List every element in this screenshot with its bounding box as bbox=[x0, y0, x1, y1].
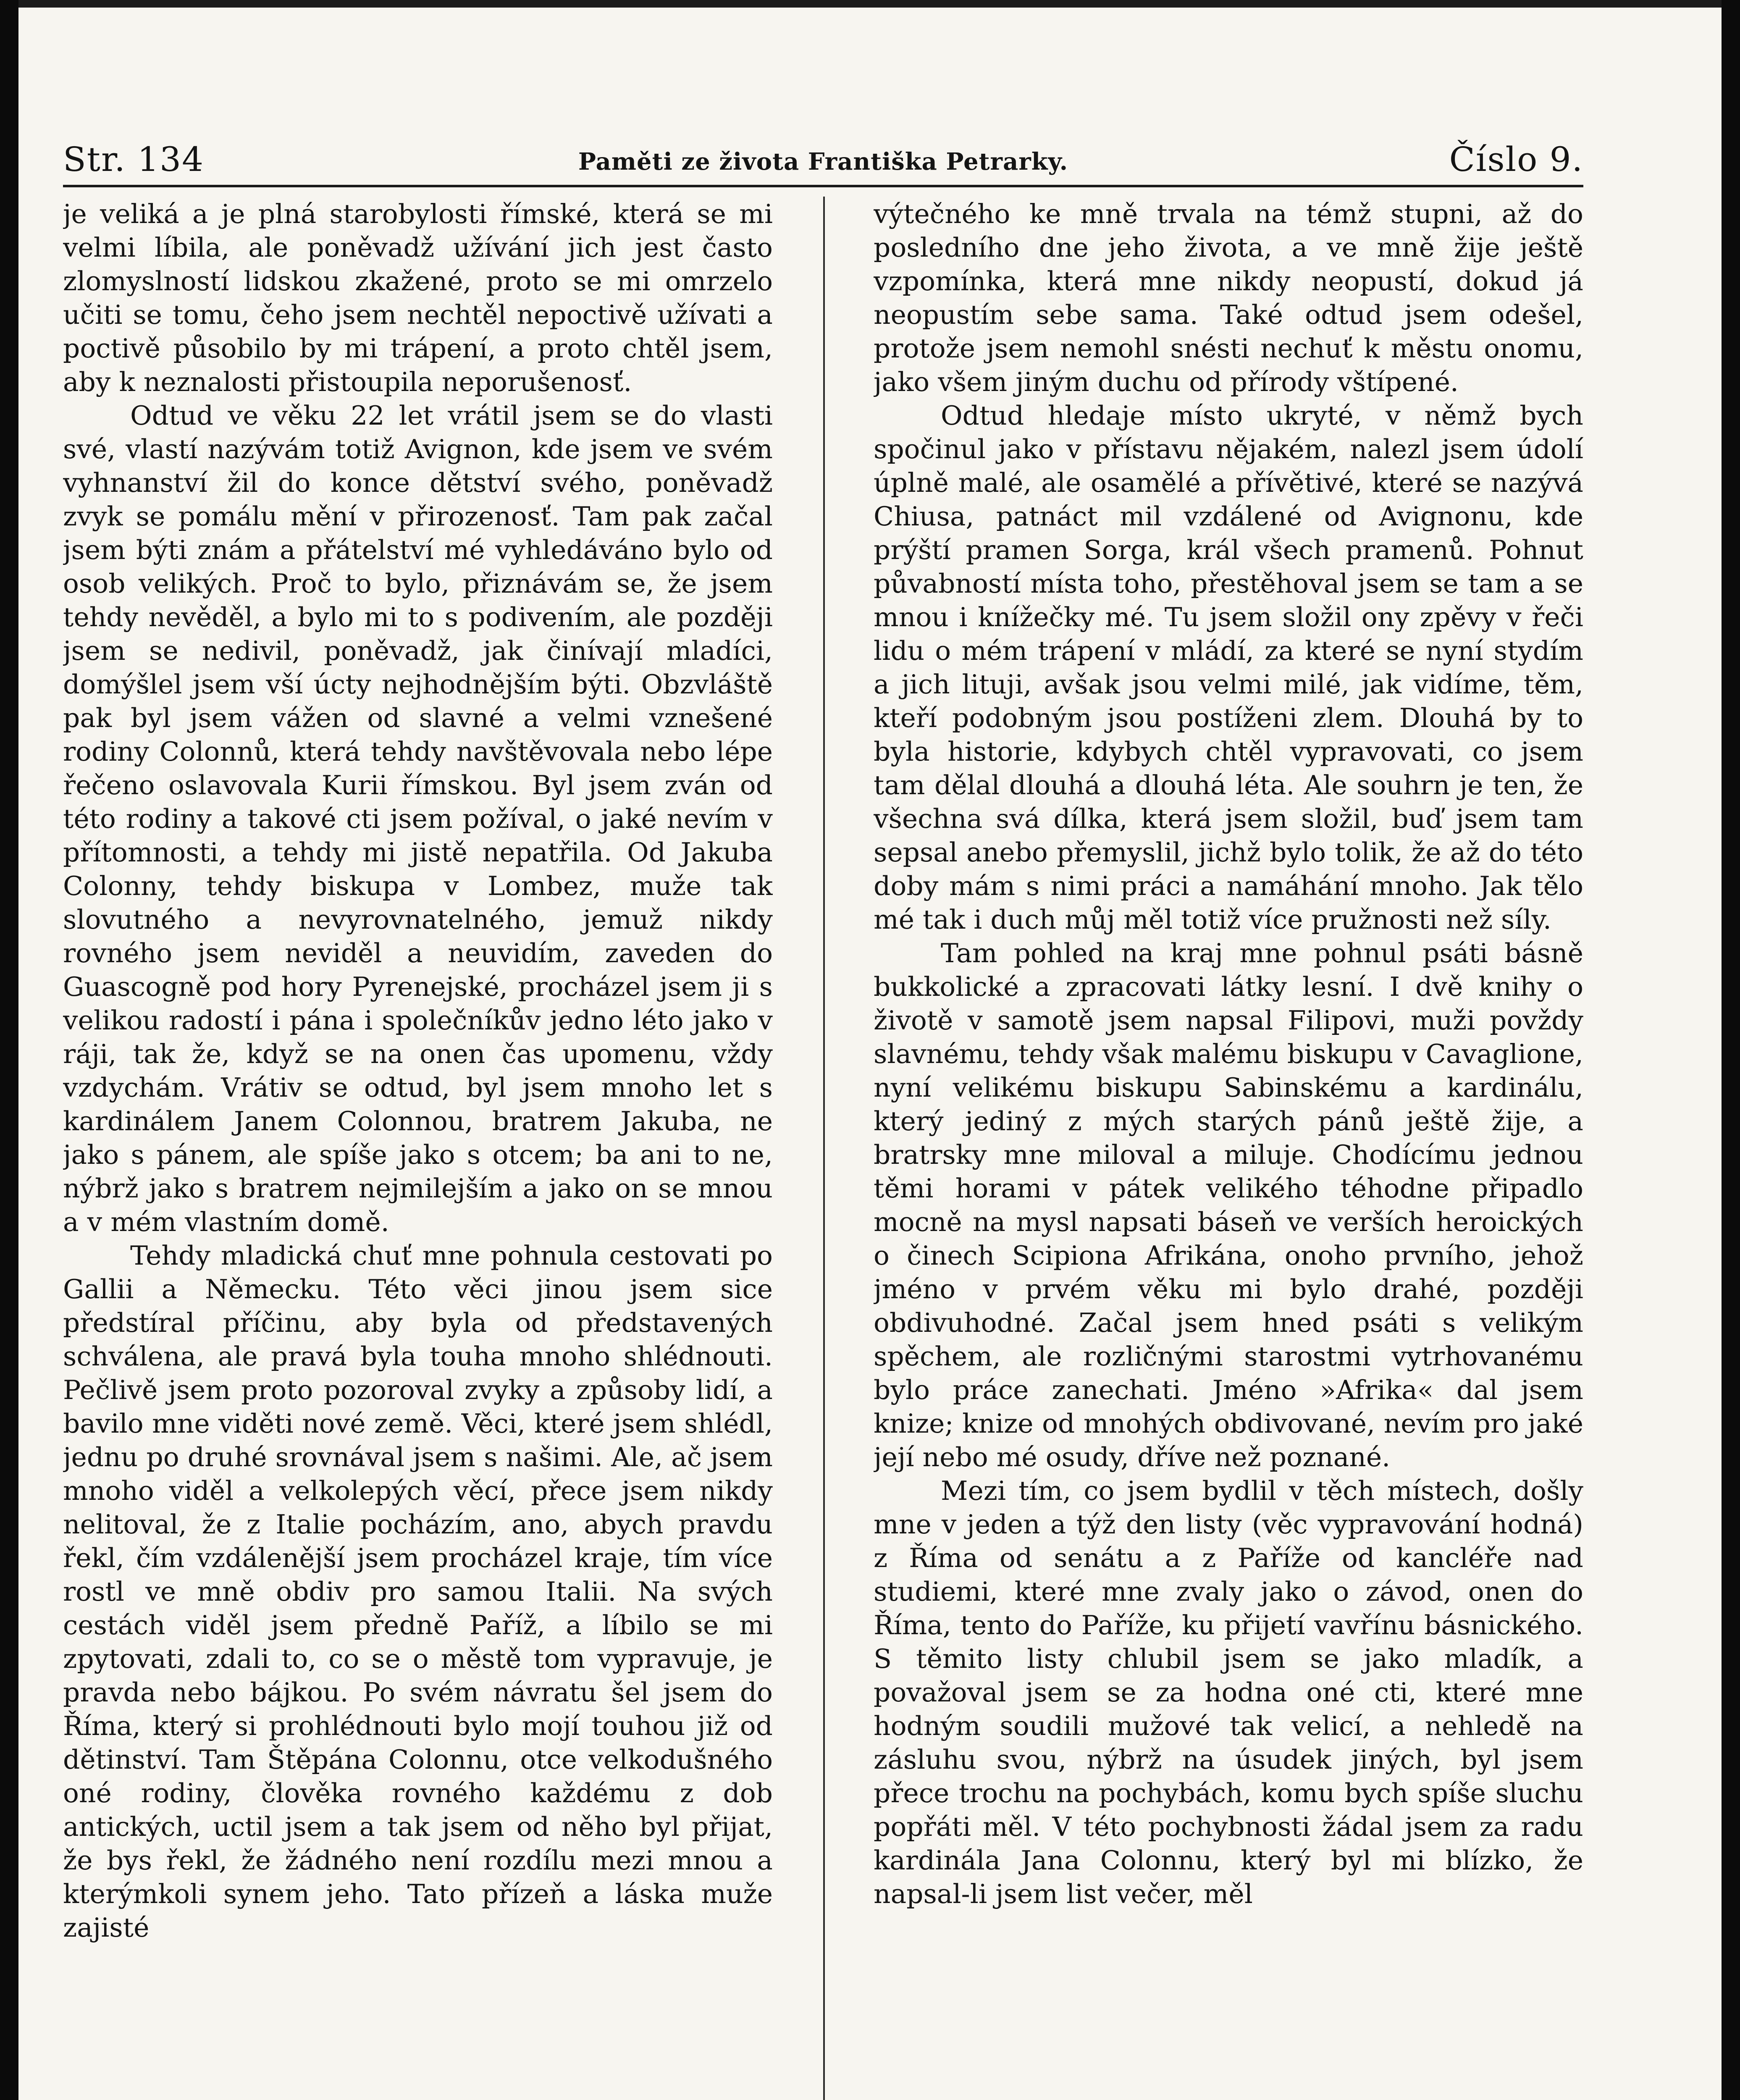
book-page bbox=[63, 134, 1583, 2100]
scan-top-edge bbox=[0, 0, 1740, 8]
paragraph: Tam pohled na kraj mne pohnul psáti básně bukkolické a zpracovati látky lesní. I dvě knihy o životě v samotě jsem napsal Filipovi, muži povždy slavnému, tehdy však malému biskupu v Cavaglione, nyní velikému biskupu Sabinskému a kardinálu, který jediný z mých starých pánů ještě žije, a bratrsky mne miloval a miluje. Chodícímu jednou těmi horami v pátek velikého téhodne připadlo mocně na mysl napsati báseň ve verších heroických o činech Scipiona Afrikána, onoho prvního, jehož jméno v prvém věku mi bylo drahé, později obdivuhodné. Začal jsem hned psáti s velikým spěchem, ale rozličnými starostmi vytrhovanému bylo práce zanechati. Jméno »Afrika« dal jsem knize; knize od mnohých obdivované, nevím pro jaké její nebo mé osudy, dříve než poznané. bbox=[874, 938, 1583, 1473]
paragraph: Mezi tím, co jsem bydlil v těch místech, došly mne v jeden a týž den listy (věc vypravování hodná) z Říma od senátu a z Paříže od kancléře nad studiemi, které mne zvaly jako o závod, onen do Říma, tento do Paříže, ku přijetí vavřínu básnického. S těmito listy chlubil jsem se jako mladík, a považoval jsem se za hodna oné cti, které mne hodným soudili mužové tak velicí, a nehledě na zásluhu svou, nýbrž na úsudek jiných, byl jsem přece trochu na pochybách, komu bych spíše sluchu popřáti měl. V této pochybnosti žádal jsem za radu kardinála Jana Colonnu, který byl mi blízko, že napsal-li jsem list večer, měl bbox=[874, 1475, 1583, 1909]
paragraph: výtečného ke mně trvala na témž stupni, až do posledního dne jeho života, a ve mně žije ještě vzpomínka, která mne nikdy neopustí, dokud já neopustím sebe sama. Také odtud jsem odešel, protože jsem nemohl snésti nechuť k městu onomu, jako všem jiným duchu od přírody vštípené. bbox=[874, 199, 1583, 397]
scan-right-border bbox=[1722, 0, 1740, 2100]
page-number: Str. 134 bbox=[63, 140, 204, 179]
right-column bbox=[874, 197, 1583, 2100]
paragraph: Odtud hledaje místo ukryté, v němž bych spočinul jako v přístavu nějakém, nalezl jsem údolí úplně malé, ale osamělé a přívětivé, které se nazývá Chiusa, patnáct mil vzdálené od Avignonu, kde prýští pramen Sorga, král všech pramenů. Pohnut půvabností místa toho, přestěhoval jsem se tam a se mnou i knížečky mé. Tu jsem složil ony zpěvy v řeči lidu o mém trápení v mládí, za které se nyní stydím a jich lituji, avšak jsou velmi milé, jak vidíme, těm, kteří podobným jsou postíženi zlem. Dlouhá by to byla historie, kdybych chtěl vypravovati, co jsem tam dělal dlouhá a dlouhá léta. Ale souhrn je ten, že všechna svá dílka, která jsem složil, buď jsem tam sepsal anebo přemyslil, jichž bylo tolik, že až do této doby mám s nimi práci a namáhání mnoho. Jak tělo mé tak i duch můj měl totiž více pružnosti než síly. bbox=[874, 400, 1583, 935]
column-divider bbox=[823, 197, 825, 2100]
issue-number: Číslo 9. bbox=[1449, 140, 1583, 179]
paragraph: Odtud ve věku 22 let vrátil jsem se do vlasti své, vlastí nazývám totiž Avignon, kde jsem ve svém vyhnanství žil do konce dětství svého, poněvadž zvyk se pomálu mění v přirozenosť. Tam pak začal jsem býti znám a přátelství mé vyhledáváno bylo od osob velikých. Proč to bylo, přiznávám se, že jsem tehdy nevěděl, a bylo mi to s podivením, ale později jsem se nedivil, poněvadž, jak činívají mladíci, domýšlel jsem vší úcty nejhodnějším býti. Obzvláště pak byl jsem vážen od slavné a velmi vznešené rodiny Colonnů, která tehdy navštěvovala nebo lépe řečeno oslavovala Kurii římskou. Byl jsem zván od této rodiny a takové cti jsem požíval, o jaké nevím v přítomnosti, a tehdy mi jistě nepatřila. Od Jakuba Colonny, tehdy biskupa v Lombez, muže tak slovutného a nevyrovnatelného, jemuž nikdy rovného jsem neviděl a neuvidím, zaveden do Guascogně pod hory Pyrenejské, procházel jsem ji s velikou radostí i pána i společníkův jedno léto jako v ráji, tak že, když se na onen čas upomenu, vždy vzdychám. Vrátiv se odtud, byl jsem mnoho let s kardinálem Janem Colonnou, bratrem Jakuba, ne jako s pánem, ale spíše jako s otcem; ba ani to ne, nýbrž jako s bratrem nejmilejším a jako on se mnou a v mém vlastním domě. bbox=[63, 400, 773, 1237]
paragraph: je veliká a je plná starobylosti římské, která se mi velmi líbila, ale poněvadž užívání jich jest často zlomyslností lidskou zkažené, proto se mi omrzelo učiti se tomu, čeho jsem nechtěl nepoctivě užívati a poctivě působilo by mi trápení, a proto chtěl jsem, aby k neznalosti přistoupila neporušenosť. bbox=[63, 199, 773, 397]
paragraph: Tehdy mladická chuť mne pohnula cestovati po Gallii a Německu. Této věci jinou jsem sice předstíral příčinu, aby byla od představených schválena, ale pravá byla touha mnoho shlédnouti. Pečlivě jsem proto pozoroval zvyky a způsoby lidí, a bavilo mne viděti nové země. Věci, které jsem shlédl, jednu po druhé srovnával jsem s našimi. Ale, ač jsem mnoho viděl a velkolepých věcí, přece jsem nikdy nelitoval, že z Italie pocházím, ano, abych pravdu řekl, čím vzdálenější jsem procházel kraje, tím více rostl ve mně obdiv pro samou Italii. Na svých cestách viděl jsem předně Paříž, a líbilo se mi zpytovati, zdali to, co se o městě tom vypravuje, je pravda nebo bájkou. Po svém návratu šel jsem do Říma, který si prohlédnouti bylo mojí touhou již od dětinství. Tam Štěpána Colonnu, otce velkodušného oné rodiny, člověka rovného každému z dob antických, uctil jsem a tak jsem od něho byl přijat, že bys řekl, že žádného není rozdílu mezi mnou a kterýmkoli synem jeho. Tato přízeň a láska muže zajisté bbox=[63, 1240, 773, 1943]
page-header bbox=[63, 134, 1583, 187]
running-title: Paměti ze života Františka Petrarky. bbox=[578, 148, 1068, 176]
left-column bbox=[63, 197, 773, 2100]
scan-left-border bbox=[0, 0, 18, 2100]
